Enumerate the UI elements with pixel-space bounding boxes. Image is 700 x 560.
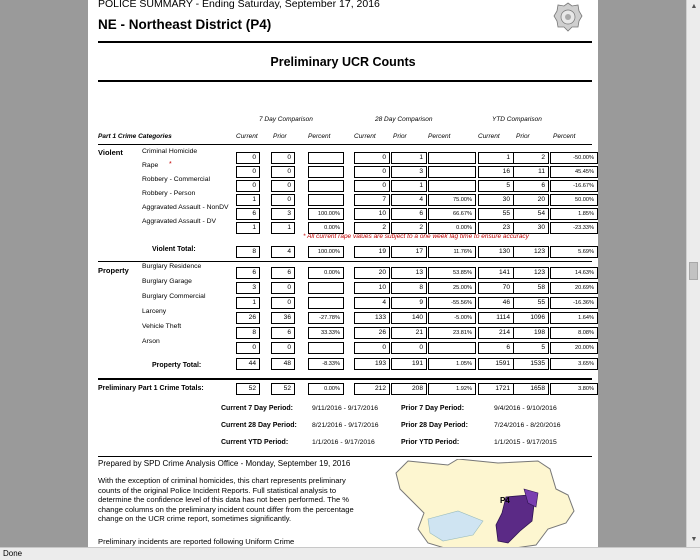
period-label: Current 7 Day Period: <box>221 405 293 412</box>
count-cell: 123 <box>513 246 549 258</box>
district-map <box>388 459 592 547</box>
period-label: Current 28 Day Period: <box>221 422 297 429</box>
count-cell: 52 <box>271 383 295 395</box>
crime-category-label: Burglary Garage <box>142 278 192 285</box>
count-cell: 23 <box>478 222 514 234</box>
report-header-line: POLICE SUMMARY - Ending Saturday, September 17, 2016 <box>98 0 380 10</box>
count-cell: 0 <box>236 152 260 164</box>
period-range: 9/11/2016 - 9/17/2016 <box>312 405 379 412</box>
count-cell: 214 <box>478 327 514 339</box>
percent-cell: 33.33% <box>308 327 344 339</box>
count-cell: 1658 <box>513 383 549 395</box>
percent-cell: 0.00% <box>308 267 344 279</box>
count-cell: 11 <box>513 166 549 178</box>
percent-cell: 0.00% <box>308 222 344 234</box>
count-cell: 20 <box>513 194 549 206</box>
count-cell: 141 <box>478 267 514 279</box>
percent-cell <box>428 342 476 354</box>
count-cell: 3 <box>271 208 295 220</box>
count-cell: 0 <box>236 166 260 178</box>
crime-category-label: Vehicle Theft <box>142 323 182 330</box>
group-28-day: 28 Day Comparison <box>375 116 433 123</box>
percent-cell: -55.56% <box>428 297 476 309</box>
count-cell: 6 <box>478 342 514 354</box>
column-rule <box>98 144 592 145</box>
crime-category-label: Rape <box>142 162 159 169</box>
count-cell: 1 <box>391 152 427 164</box>
percent-cell: 100.00% <box>308 246 344 258</box>
periods-rule <box>98 456 592 457</box>
percent-cell: 23.81% <box>428 327 476 339</box>
column-header: Prior <box>273 133 287 140</box>
violent-total-label: Violent Total: <box>152 246 196 253</box>
police-badge-icon <box>553 2 583 32</box>
count-cell: 20 <box>354 267 390 279</box>
percent-cell: 5.69% <box>550 246 598 258</box>
prior-period-label: Prior YTD Period: <box>401 439 460 446</box>
column-header: Current <box>236 133 258 140</box>
count-cell: 1535 <box>513 358 549 370</box>
count-cell: 0 <box>271 342 295 354</box>
count-cell: 0 <box>354 180 390 192</box>
grand-total-label: Preliminary Part 1 Crime Totals: <box>98 385 204 392</box>
count-cell: 0 <box>271 152 295 164</box>
count-cell: 54 <box>513 208 549 220</box>
percent-cell <box>308 342 344 354</box>
percent-cell: -50.00% <box>550 152 598 164</box>
percent-cell: 1.05% <box>428 358 476 370</box>
percent-cell: 11.76% <box>428 246 476 258</box>
count-cell: 52 <box>236 383 260 395</box>
count-cell: 44 <box>236 358 260 370</box>
period-range: 8/21/2016 - 9/17/2016 <box>312 422 379 429</box>
percent-cell <box>308 194 344 206</box>
percent-cell: -16.67% <box>550 180 598 192</box>
percent-cell: 3.80% <box>550 383 598 395</box>
percent-cell: 8.08% <box>550 327 598 339</box>
percent-cell <box>428 152 476 164</box>
title-rule <box>98 80 592 82</box>
count-cell: 9 <box>391 297 427 309</box>
percent-cell: -16.36% <box>550 297 598 309</box>
status-bar <box>0 547 700 560</box>
count-cell: 0 <box>271 194 295 206</box>
percent-cell: 20.00% <box>550 342 598 354</box>
report-title: Preliminary UCR Counts <box>270 55 416 69</box>
count-cell: 133 <box>354 312 390 324</box>
count-cell: 17 <box>391 246 427 258</box>
crime-category-label: Arson <box>142 338 160 345</box>
percent-cell: 75.00% <box>428 194 476 206</box>
count-cell: 19 <box>354 246 390 258</box>
count-cell: 0 <box>271 282 295 294</box>
period-range: 1/1/2016 - 9/17/2016 <box>312 439 375 446</box>
report-page <box>88 0 598 547</box>
disclaimer-paragraph: With the exception of criminal homicides, this chart represents preliminary counts of the original Police Incident Reports. Full statistical analysis to determine the confidence level of this data has not been performed. The % change columns on the preliminary incident count differ from the percentage change on the UCR crime report, sometimes significantly. <box>98 476 354 524</box>
count-cell: 191 <box>391 358 427 370</box>
count-cell: 3 <box>236 282 260 294</box>
count-cell: 2 <box>391 222 427 234</box>
count-cell: 2 <box>513 152 549 164</box>
count-cell: 46 <box>478 297 514 309</box>
property-rule <box>98 378 592 380</box>
count-cell: 1 <box>271 222 295 234</box>
count-cell: 1 <box>236 222 260 234</box>
count-cell: 0 <box>354 152 390 164</box>
percent-cell: 53.85% <box>428 267 476 279</box>
header-rule <box>98 41 592 43</box>
count-cell: 58 <box>513 282 549 294</box>
count-cell: 6 <box>236 208 260 220</box>
count-cell: 21 <box>391 327 427 339</box>
count-cell: 16 <box>478 166 514 178</box>
count-cell: 1096 <box>513 312 549 324</box>
prior-period-label: Prior 7 Day Period: <box>401 405 465 412</box>
crime-category-label: Robbery - Commercial <box>142 176 210 183</box>
percent-cell <box>428 166 476 178</box>
percent-cell: 3.65% <box>550 358 598 370</box>
column-header: Percent <box>308 133 331 140</box>
prior-period-label: Prior 28 Day Period: <box>401 422 468 429</box>
percent-cell: 100.00% <box>308 208 344 220</box>
rape-lag-note: * All current rape values are subject to a one week lag time to ensure accuracy <box>303 233 529 240</box>
count-cell: 123 <box>513 267 549 279</box>
count-cell: 130 <box>478 246 514 258</box>
count-cell: 198 <box>513 327 549 339</box>
count-cell: 140 <box>391 312 427 324</box>
count-cell: 5 <box>513 342 549 354</box>
count-cell: 1 <box>236 297 260 309</box>
column-header: Prior <box>516 133 530 140</box>
scroll-down-icon[interactable]: ▼ <box>690 536 698 543</box>
count-cell: 0 <box>354 342 390 354</box>
percent-cell <box>308 180 344 192</box>
crime-category-label: Aggravated Assault - DV <box>142 218 217 225</box>
crime-category-label: Burglary Commercial <box>142 293 206 300</box>
crime-category-label: Aggravated Assault - NonDV <box>142 204 229 211</box>
prior-period-range: 9/4/2016 - 9/10/2016 <box>494 405 557 412</box>
percent-cell <box>308 152 344 164</box>
category-header: Part 1 Crime Categories <box>98 133 172 140</box>
group-7-day: 7 Day Comparison <box>259 116 313 123</box>
count-cell: 1721 <box>478 383 514 395</box>
crime-category-label: Criminal Homicide <box>142 148 198 155</box>
percent-cell: -23.33% <box>550 222 598 234</box>
percent-cell: -8.33% <box>308 358 344 370</box>
count-cell: 4 <box>271 246 295 258</box>
violent-section-label: Violent <box>98 148 123 157</box>
violent-rule <box>98 261 592 262</box>
scroll-up-icon[interactable]: ▲ <box>690 3 698 10</box>
count-cell: 26 <box>236 312 260 324</box>
percent-cell: 1.85% <box>550 208 598 220</box>
count-cell: 1591 <box>478 358 514 370</box>
count-cell: 5 <box>478 180 514 192</box>
count-cell: 6 <box>271 327 295 339</box>
count-cell: 6 <box>391 208 427 220</box>
count-cell: 36 <box>271 312 295 324</box>
count-cell: 8 <box>391 282 427 294</box>
count-cell: 212 <box>354 383 390 395</box>
percent-cell: 50.00% <box>550 194 598 206</box>
property-total-label: Property Total: <box>152 362 202 369</box>
percent-cell <box>308 282 344 294</box>
scrollbar-thumb[interactable] <box>689 262 698 280</box>
count-cell: 30 <box>513 222 549 234</box>
count-cell: 1 <box>478 152 514 164</box>
column-header: Current <box>354 133 376 140</box>
count-cell: 1 <box>236 194 260 206</box>
percent-cell: 25.00% <box>428 282 476 294</box>
percent-cell: 1.64% <box>550 312 598 324</box>
count-cell: 208 <box>391 383 427 395</box>
property-section-label: Property <box>98 266 129 275</box>
percent-cell: 20.69% <box>550 282 598 294</box>
count-cell: 13 <box>391 267 427 279</box>
count-cell: 0 <box>391 342 427 354</box>
count-cell: 6 <box>236 267 260 279</box>
count-cell: 55 <box>513 297 549 309</box>
count-cell: 2 <box>354 222 390 234</box>
count-cell: 0 <box>271 297 295 309</box>
crime-category-label: Larceny <box>142 308 167 315</box>
column-header: Percent <box>553 133 576 140</box>
count-cell: 0 <box>236 180 260 192</box>
percent-cell: -27.78% <box>308 312 344 324</box>
count-cell: 0 <box>271 166 295 178</box>
crime-category-label: Robbery - Person <box>142 190 196 197</box>
percent-cell: 1.92% <box>428 383 476 395</box>
count-cell: 1 <box>391 180 427 192</box>
asterisk-mark: * <box>169 161 172 168</box>
count-cell: 4 <box>354 297 390 309</box>
column-header: Prior <box>393 133 407 140</box>
count-cell: 70 <box>478 282 514 294</box>
count-cell: 48 <box>271 358 295 370</box>
count-cell: 193 <box>354 358 390 370</box>
percent-cell <box>428 180 476 192</box>
district-heading: NE - Northeast District (P4) <box>98 17 272 32</box>
percent-cell: 0.00% <box>428 222 476 234</box>
percent-cell: 45.45% <box>550 166 598 178</box>
count-cell: 10 <box>354 208 390 220</box>
percent-cell: 66.67% <box>428 208 476 220</box>
count-cell: 8 <box>236 327 260 339</box>
column-header: Percent <box>428 133 451 140</box>
crime-category-label: Burglary Residence <box>142 263 202 270</box>
count-cell: 0 <box>354 166 390 178</box>
vertical-scrollbar[interactable] <box>686 0 700 547</box>
count-cell: 8 <box>236 246 260 258</box>
count-cell: 0 <box>271 180 295 192</box>
count-cell: 0 <box>236 342 260 354</box>
count-cell: 55 <box>478 208 514 220</box>
city-outline <box>396 459 574 547</box>
percent-cell: 0.00% <box>308 383 344 395</box>
percent-cell <box>308 166 344 178</box>
count-cell: 4 <box>391 194 427 206</box>
count-cell: 6 <box>513 180 549 192</box>
prior-period-range: 1/1/2015 - 9/17/2015 <box>494 439 557 446</box>
group-ytd: YTD Comparison <box>492 116 542 123</box>
count-cell: 1114 <box>478 312 514 324</box>
count-cell: 3 <box>391 166 427 178</box>
map-district-label: P4 <box>500 496 510 505</box>
count-cell: 30 <box>478 194 514 206</box>
percent-cell <box>308 297 344 309</box>
column-header: Current <box>478 133 500 140</box>
prepared-by: Prepared by SPD Crime Analysis Office - Monday, September 19, 2016 <box>98 459 351 468</box>
prior-period-range: 7/24/2016 - 8/20/2016 <box>494 422 561 429</box>
percent-cell: -5.00% <box>428 312 476 324</box>
count-cell: 7 <box>354 194 390 206</box>
count-cell: 6 <box>271 267 295 279</box>
period-label: Current YTD Period: <box>221 439 289 446</box>
status-text: Done <box>3 549 23 558</box>
count-cell: 26 <box>354 327 390 339</box>
percent-cell: 14.63% <box>550 267 598 279</box>
count-cell: 10 <box>354 282 390 294</box>
disclaimer-paragraph-2: Preliminary incidents are reported following Uniform Crime <box>98 537 295 546</box>
